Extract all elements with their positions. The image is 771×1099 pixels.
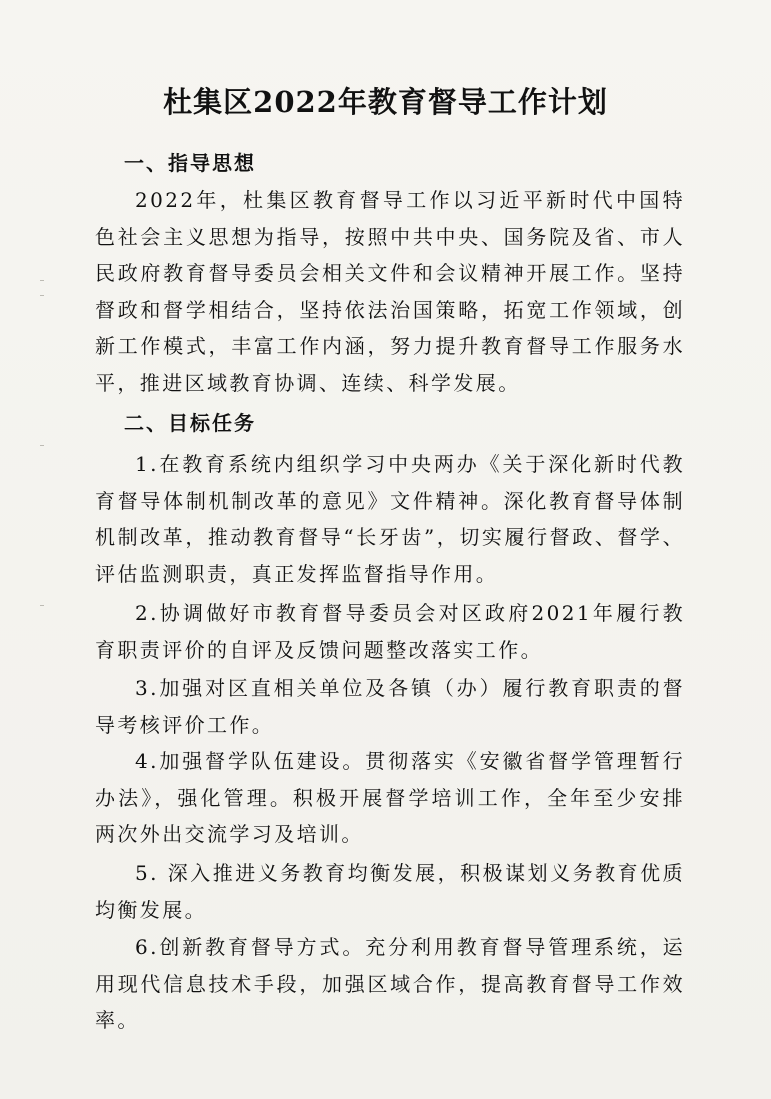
paragraph-task-3: 3.加强对区直相关单位及各镇（办）履行教育职责的督导考核评价工作。 bbox=[95, 676, 685, 737]
scan-speck bbox=[40, 295, 44, 296]
paragraph-guiding-ideology: 2022年，杜集区教育督导工作以习近平新时代中国特色社会主义思想为指导，按照中共中央、国务院及省、市人民政府教育督导委员会相关文件和会议精神开展工作。坚持督政和督学相结合，坚持依法治国策略，拓宽工作领域，创新工作模式，丰富工作内涵，努力提升教育督导工作服务水平，推进区域教育协调、连续、科学发展。 bbox=[95, 188, 685, 395]
section-heading-goals-tasks: 二、目标任务 bbox=[124, 411, 256, 435]
paragraph-task-1: 1.在教育系统内组织学习中央两办《关于深化新时代教育督导体制机制改革的意见》文件精神。深化教育督导体制机制改革，推动教育督导“长牙齿”，切实履行督政、督学、评估监测职责，真正发挥监督指导作用。 bbox=[95, 452, 685, 586]
scan-speck bbox=[40, 280, 44, 281]
document-title: 杜集区2022年教育督导工作计划 bbox=[163, 85, 608, 119]
paragraph-task-4: 4.加强督学队伍建设。贯彻落实《安徽省督学管理暂行办法》，强化管理。积极开展督学培训工作，全年至少安排两次外出交流学习及培训。 bbox=[95, 749, 685, 846]
scan-speck bbox=[40, 445, 44, 446]
paragraph-task-5: 5. 深入推进义务教育均衡发展，积极谋划义务教育优质均衡发展。 bbox=[95, 861, 685, 922]
section-heading-guiding-ideology: 一、指导思想 bbox=[124, 151, 256, 175]
scan-speck bbox=[40, 605, 44, 606]
paragraph-task-6: 6.创新教育督导方式。充分利用教育督导管理系统，运用现代信息技术手段，加强区域合作，提高教育督导工作效率。 bbox=[95, 935, 685, 1032]
paragraph-task-2: 2.协调做好市教育督导委员会对区政府2021年履行教育职责评价的自评及反馈问题整改落实工作。 bbox=[95, 601, 685, 662]
